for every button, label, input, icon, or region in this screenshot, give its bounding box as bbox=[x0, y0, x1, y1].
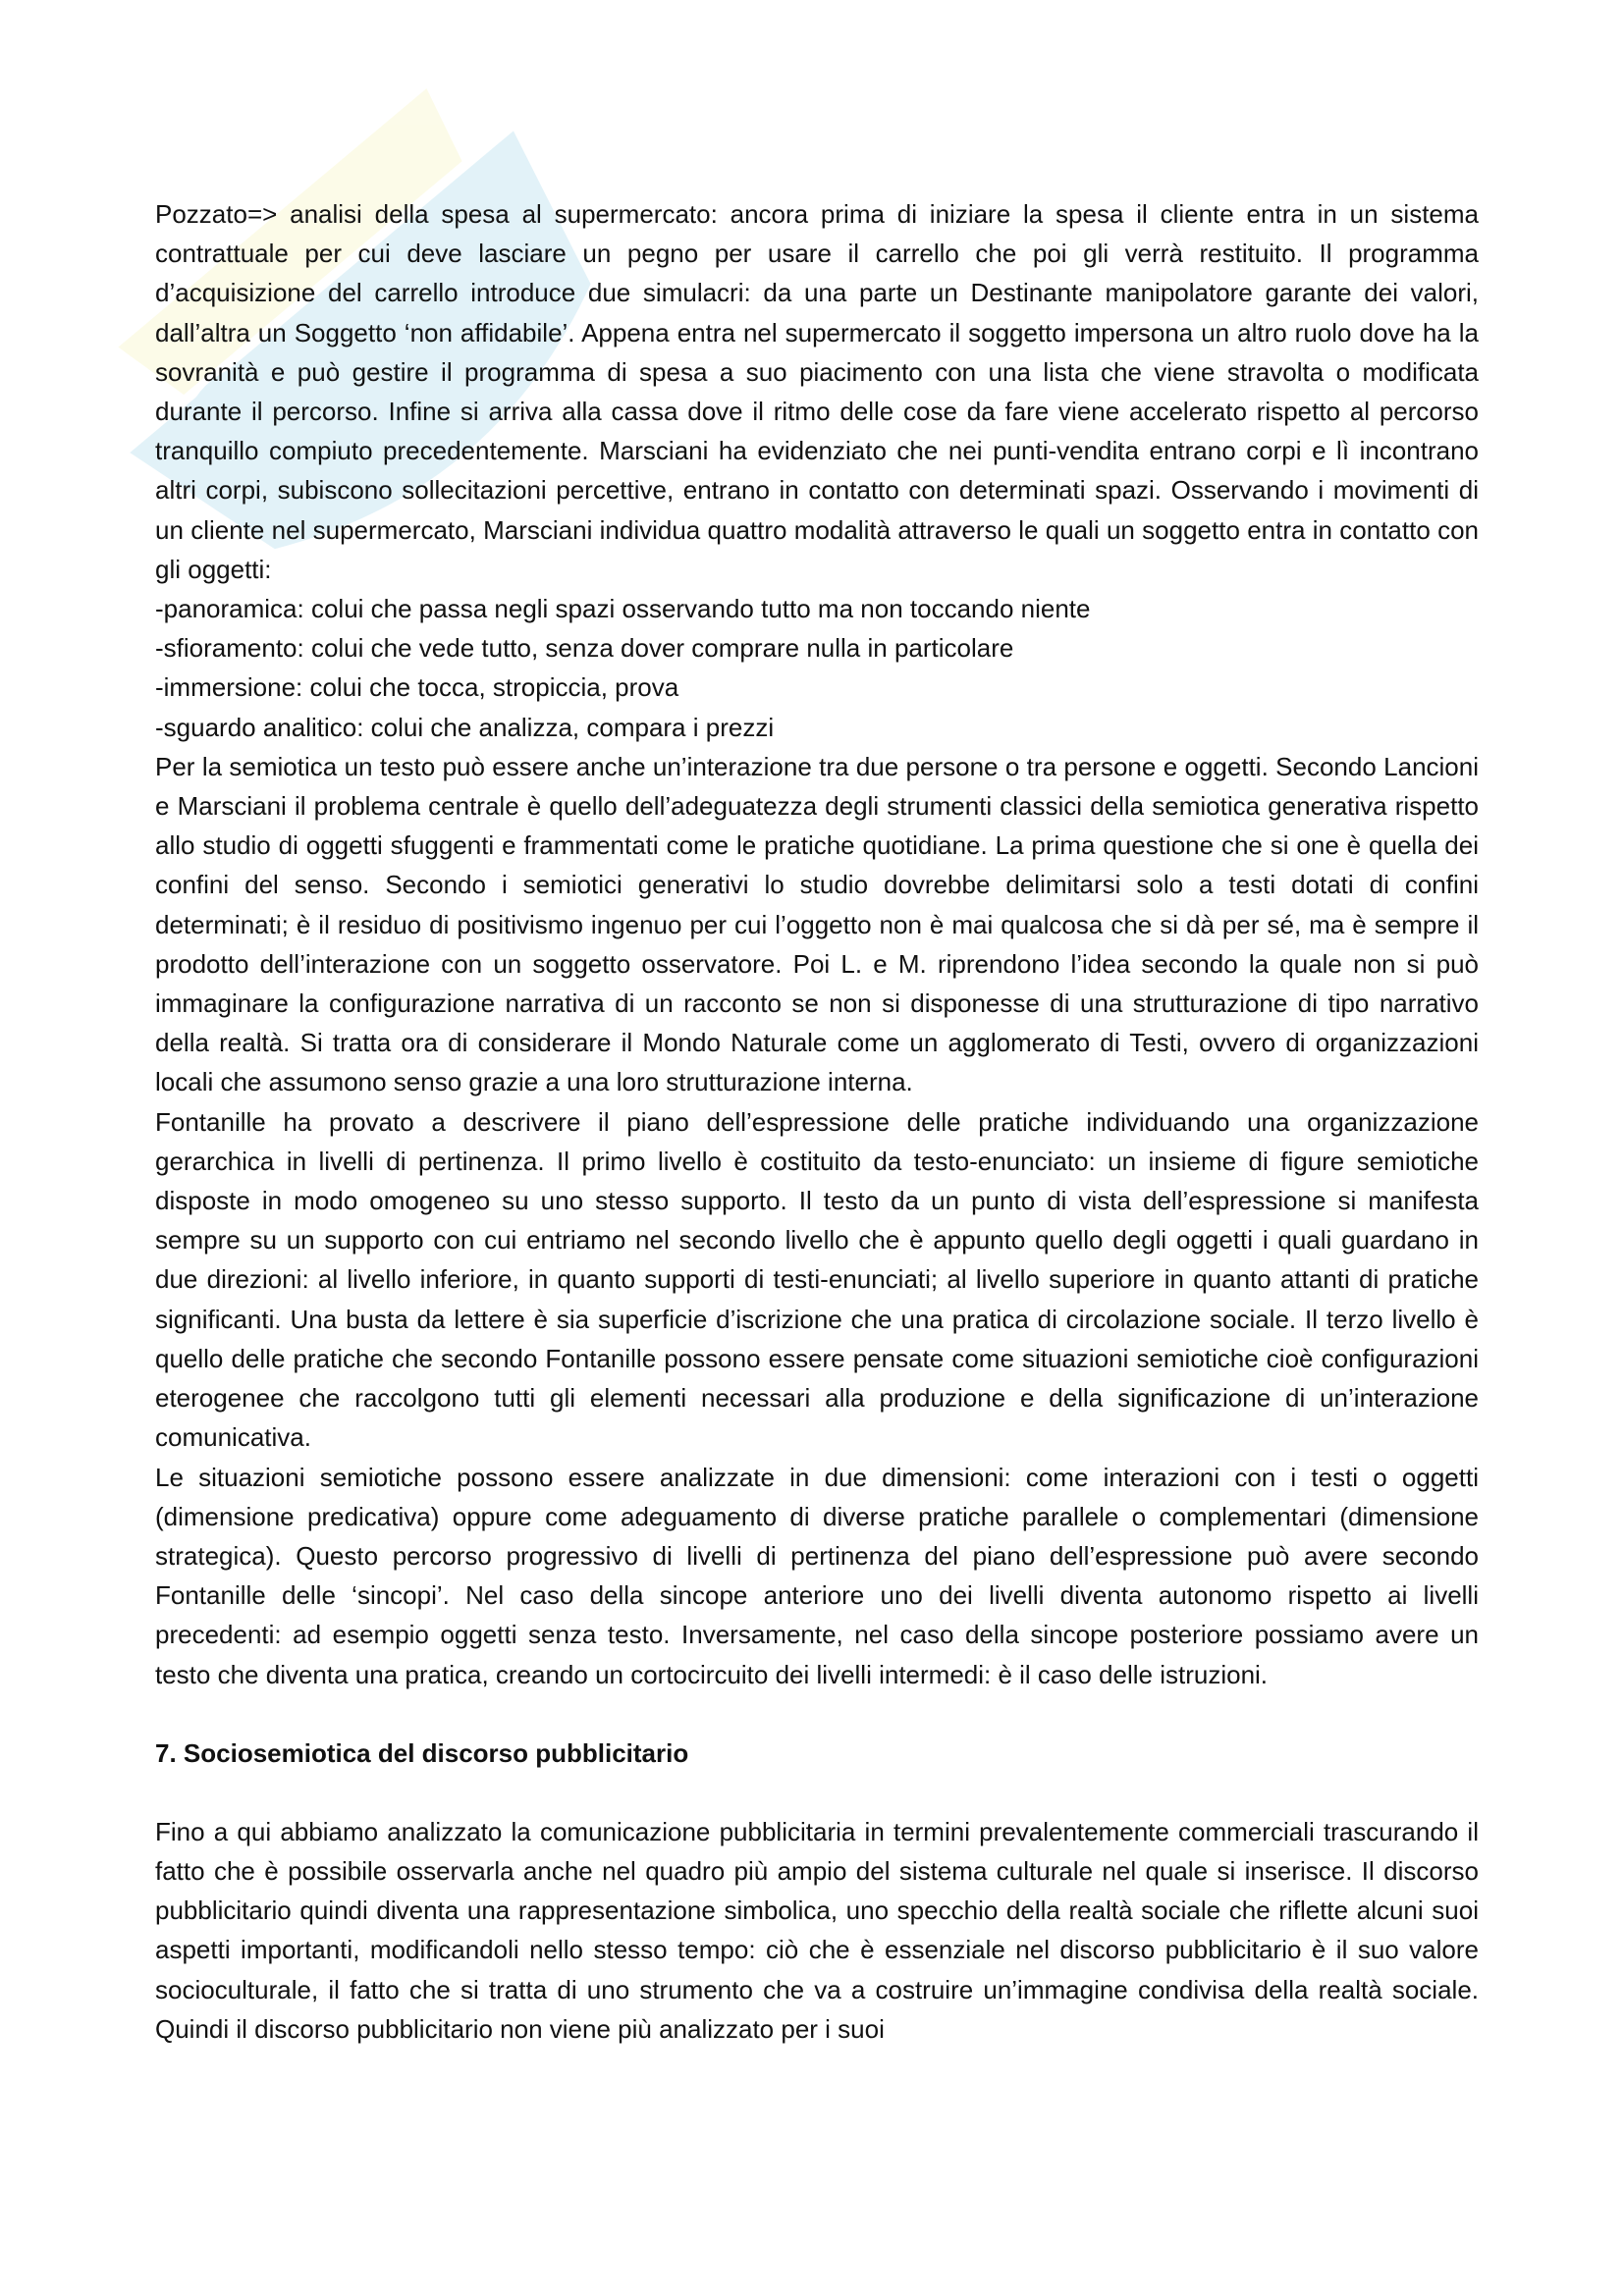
list-item-sfioramento: -sfioramento: colui che vede tutto, senza dover comprare nulla in particolare bbox=[155, 633, 1014, 664]
paragraph-comunicazione-pubblicitaria: Fino a qui abbiamo analizzato la comunicazione pubblicitaria in termini prevalentemente commerciali trascurando il fatto che è possibile osservarla anche nel quadro più ampio del sistema culturale nel quale si inserisce. Il discorso pubblicitario quindi diventa una rappresentazione simbolica, uno specchio della realtà sociale che riflette alcuni suoi aspetti importanti, modificandoli nello stesso tempo: ciò che è essenziale nel discorso pubblicitario è il suo valore socioculturale, il fatto che si tratta di uno strumento che va a costruire un’immagine condivisa della realtà sociale. Quindi il discorso pubblicitario non viene più analizzato per i suoi bbox=[155, 1816, 1479, 2044]
section-heading: 7. Sociosemiotica del discorso pubblicitario bbox=[155, 1737, 689, 1768]
paragraph-fontanille: Fontanille ha provato a descrivere il piano dell’espressione delle pratiche individuando una organizzazione gerarchica in livelli di pertinenza. Il primo livello è costituito da testo-enunciato: un insieme di figure semiotiche disposte in modo omogeneo su uno stesso supporto. Il testo da un punto di vista dell’espressione si manifesta sempre su un supporto con cui entriamo nel secondo livello che è appunto quello degli oggetti i quali guardano in due direzioni: al livello inferiore, in quanto supporti di testi-enunciati; al livello superiore in quanto attanti di pratiche significanti. Una busta da lettere è sia superficie d’iscrizione che una pratica di circolazione sociale. Il terzo livello è quello delle pratiche che secondo Fontanille possono essere pensate come situazioni semiotiche cioè configurazioni eterogenee che raccolgono tutti gli elementi necessari alla produzione e della significazione di un’interazione comunicativa. bbox=[155, 1106, 1479, 1453]
paragraph-semiotica-testo: Per la semiotica un testo può essere anche un’interazione tra due persone o tra persone e oggetti. Secondo Lancioni e Marsciani il problema centrale è quello dell’adeguatezza degli strumenti classici della semiotica generativa rispetto allo studio di oggetti sfuggenti e frammentati come le pratiche quotidiane. La prima questione che si one è quella dei confini del senso. Secondo i semiotici generativi lo studio dovrebbe delimitarsi solo a testi dotati di confini determinati; è il residuo di positivismo ingenuo per cui l’oggetto non è mai qualcosa che si dà per sé, ma è sempre il prodotto dell’interazione con un soggetto osservatore. Poi L. e M. riprendono l’idea secondo la quale non si può immaginare la configurazione narrativa di un racconto se non si disponesse di una strutturazione di tipo narrativo della realtà. Si tratta ora di considerare il Mondo Naturale come un agglomerato di Testi, ovvero di organizzazioni locali che assumono senso grazie a una loro strutturazione interna. bbox=[155, 751, 1479, 1097]
list-item-immersione: -immersione: colui che tocca, stropiccia, prova bbox=[155, 672, 679, 703]
list-item-sguardo-analitico: -sguardo analitico: colui che analizza, compara i prezzi bbox=[155, 712, 775, 742]
list-item-panoramica: -panoramica: colui che passa negli spazi osservando tutto ma non toccando niente bbox=[155, 594, 1091, 624]
paragraph-situazioni-semiotiche: Le situazioni semiotiche possono essere analizzate in due dimensioni: come interazioni con i testi o oggetti (dimensione predicativa) oppure come adeguamento di diverse pratiche parallele o complementari (dimensione strategica). Questo percorso progressivo di livelli di pertinenza del piano dell’espressione può avere secondo Fontanille delle ‘sincopi’. Nel caso della sincope anteriore uno dei livelli diventa autonomo rispetto ai livelli precedenti: ad esempio oggetti senza testo. Inversamente, nel caso della sincope posteriore possiamo avere un testo che diventa una pratica, creando un cortocircuito dei livelli intermedi: è il caso delle istruzioni. bbox=[155, 1462, 1479, 1689]
document-page bbox=[155, 194, 1479, 2049]
paragraph-pozzato: Pozzato=> analisi della spesa al supermercato: ancora prima di iniziare la spesa il cliente entra in un sistema contrattuale per cui deve lasciare un pegno per usare il carrello che poi gli verrà restituito. Il programma d’acquisizione del carrello introduce due simulacri: da una parte un Destinante manipolatore garante dei valori, dall’altra un Soggetto ‘non affidabile’. Appena entra nel supermercato il soggetto impersona un altro ruolo dove ha la sovranità e può gestire il programma di spesa a suo piacimento con una lista che viene stravolta o modificata durante il percorso. Infine si arriva alla cassa dove il ritmo delle cose da fare viene accelerato rispetto al percorso tranquillo compiuto precedentemente. Marsciani ha evidenziato che nei punti-vendita entrano corpi e lì incontrano altri corpi, subiscono sollecitazioni percettive, entrano in contatto con determinati spazi. Osservando i movimenti di un cliente nel supermercato, Marsciani individua quattro modalità attraverso le quali un soggetto entra in contatto con gli oggetti: bbox=[155, 199, 1479, 584]
